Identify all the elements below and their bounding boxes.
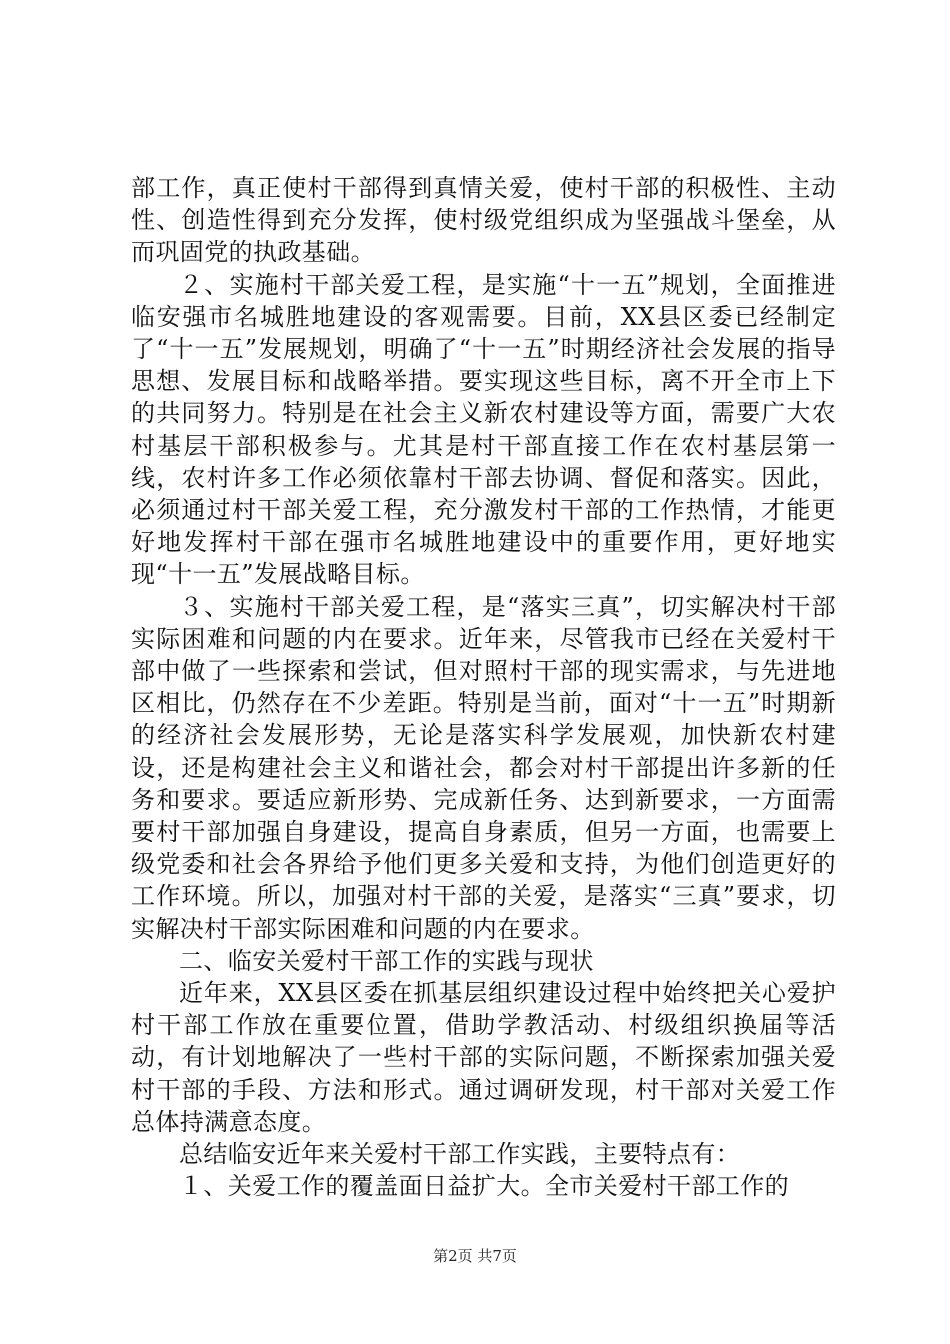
paragraph-summary: 总结临安近年来关爱村干部工作实践，主要特点有： <box>179 1140 741 1169</box>
paragraph-recent-years: 近年来，XX县区委在抓基层组织建设过程中始终把关心爱护村干部工作放在重要位置，借助学教活动、村级组织换届等活动，有计划地解决了一些村干部的实际问题，不断探索加强关爱村干部的手段、方法和形式。通过调研发现，村干部对关爱工作总体持满意态度。 <box>131 979 836 1136</box>
paragraph-point-3: ３、实施村干部关爱工程，是“落实三真”，切实解决村干部实际困难和问题的内在要求。近年来，尽管我市已经在关爱村干部中做了一些探索和尝试，但对照村干部的现实需求，与先进地区相比，仍然存在不少差距。特别是当前，面对“十一五”时期新的经济社会发展形势，无论是落实科学发展观，加快新农村建设，还是构建社会主义和谐社会，都会对村干部提出许多新的任务和要求。要适应新形势、完成新任务、达到新要求，一方面需要村干部加强自身建设，提高自身素质，但另一方面，也需要上级党委和社会各界给予他们更多关爱和支持，为他们创造更好的工作环境。所以，加强对村干部的关爱，是落实“三真”要求，切实解决村干部实际困难和问题的内在要求。 <box>131 592 836 943</box>
document-body <box>131 172 836 1203</box>
paragraph-continuation: 部工作，真正使村干部得到真情关爱，使村干部的积极性、主动性、创造性得到充分发挥，使村级党组织成为坚强战斗堡垒，从而巩固党的执政基础。 <box>131 174 836 267</box>
page-number-footer: 第2页 共7页 <box>433 1247 517 1265</box>
paragraph-feature-1: １、关爱工作的覆盖面日益扩大。全市关爱村干部工作的 <box>179 1172 789 1201</box>
paragraph-point-2: ２、实施村干部关爱工程，是实施“十一五”规划，全面推进临安强市名城胜地建设的客观需要。目前，XX县区委已经制定了“十一五”发展规划，明确了“十一五”时期经济社会发展的指导思想、发展目标和战略举措。要实现这些目标，离不开全市上下的共同努力。特别是在社会主义新农村建设等方面，需要广大农村基层干部积极参与。尤其是村干部直接工作在农村基层第一线，农村许多工作必须依靠村干部去协调、督促和落实。因此，必须通过村干部关爱工程，充分激发村干部的工作热情，才能更好地发挥村干部在强市名城胜地建设中的重要作用，更好地实现“十一五”发展战略目标。 <box>131 270 836 589</box>
section-heading: 二、临安关爱村干部工作的实践与现状 <box>179 946 594 975</box>
